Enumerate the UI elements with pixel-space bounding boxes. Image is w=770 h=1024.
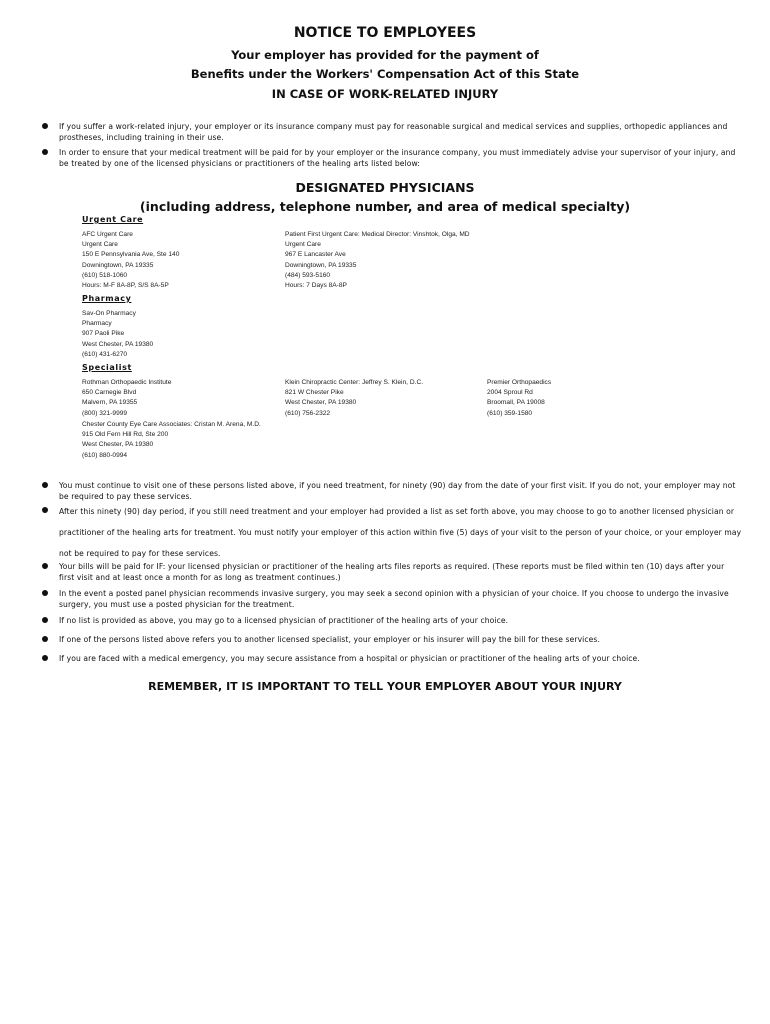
- provider-entry: [82, 309, 153, 360]
- rule-bullet: [42, 561, 742, 583]
- bullet-icon: [42, 507, 48, 513]
- provider-line: Malvern, PA 19355: [82, 399, 138, 407]
- provider-line: Broomall, PA 19008: [487, 399, 545, 407]
- provider-line: (610) 518-1060: [82, 271, 128, 279]
- provider-line: Urgent Care: [82, 241, 118, 249]
- provider-line: 967 E Lancaster Ave: [285, 251, 346, 259]
- provider-line: (610) 359-1580: [487, 409, 533, 417]
- rule-bullet: [42, 634, 742, 645]
- bullet-text: You must continue to visit one of these persons listed above, if you need treatment, for ninety (90) day from the date of your first visit. If you do not, your employer may not be required to pay these services.: [59, 481, 736, 501]
- remember-notice: REMEMBER, IT IS IMPORTANT TO TELL YOUR EMPLOYER ABOUT YOUR INJURY: [148, 680, 622, 693]
- bullet-icon: [42, 482, 48, 488]
- provider-line: Downingtown, PA 19335: [82, 261, 154, 269]
- rule-bullet: [42, 588, 742, 610]
- intro-bullet: [42, 147, 742, 169]
- notice-title: NOTICE TO EMPLOYEES: [293, 25, 477, 41]
- provider-entry: [487, 378, 551, 419]
- provider-line: 821 W Chester Pike: [285, 389, 344, 397]
- bullet-text: In the event a posted panel physician recommends invasive surgery, you may seek a second opinion with a physician of your choice. If you choose to undergo the invasive surgery, you must use a posted physician for the treatment.: [59, 589, 729, 609]
- bullet-icon: [42, 563, 48, 569]
- bullet-text: If one of the persons listed above refers you to another licensed specialist, your employer or his insurer will pay the bill for these services.: [59, 635, 600, 644]
- section-heading-pharmacy: Pharmacy: [82, 294, 132, 303]
- provider-line: Hours: 7 Days 8A-8P: [285, 282, 347, 290]
- provider-line: (484) 593-5160: [285, 271, 331, 279]
- provider-entry: [285, 378, 423, 419]
- section-heading-urgent-care: Urgent Care: [82, 215, 144, 224]
- provider-line: Klein Chiropractic Center: Jeffrey S. Klein, D.C.: [285, 379, 424, 386]
- provider-line: 2004 Sproul Rd: [487, 389, 533, 397]
- rule-bullet: [42, 480, 742, 502]
- rule-bullet: [42, 615, 742, 626]
- provider-line: West Chester, PA 19380: [82, 441, 154, 449]
- provider-line: (610) 756-2322: [285, 409, 331, 417]
- bullet-text: If you suffer a work-related injury, your employer or its insurance company must pay for reasonable surgical and medical services and supplies, orthopedic appliances and prostheses, including training in their use.: [59, 122, 728, 142]
- provider-entry: [82, 378, 171, 419]
- bullet-text: After this ninety (90) day period, if you still need treatment and your employer had provided a list as set forth above, you may choose to go to another licensed physician or practitioner of the healing arts for treatment. You must notify your employer of this action within five (5) days of your visit to the person of your choice, or your employer may not be required to pay for these services.: [59, 507, 742, 558]
- provider-line: Premier Orthopaedics: [487, 379, 552, 386]
- provider-line: (610) 431-6270: [82, 350, 128, 358]
- designated-subtitle: (including address, telephone number, and area of medical specialty): [139, 199, 631, 214]
- provider-line: Downingtown, PA 19335: [285, 261, 357, 269]
- header-line-3: IN CASE OF WORK-RELATED INJURY: [271, 87, 499, 101]
- provider-line: West Chester, PA 19380: [285, 399, 357, 407]
- bullet-text: In order to ensure that your medical treatment will be paid for by your employer or the insurance company, you must immediately advise your supervisor of your injury, and be treated by one of the licensed physicians or practitioners of the healing arts listed below:: [59, 148, 736, 168]
- provider-line: Urgent Care: [285, 241, 321, 249]
- provider-entry: [82, 230, 179, 291]
- provider-line: Hours: M-F 8A-8P, S/S 8A-5P: [82, 282, 169, 290]
- bullet-text: If no list is provided as above, you may go to a licensed physician of practitioner of the healing arts of your choice.: [59, 616, 509, 625]
- bullet-icon: [42, 590, 48, 596]
- provider-entry: [285, 230, 470, 291]
- provider-line: 907 Paoli Pike: [82, 330, 125, 338]
- rule-bullet: [42, 501, 742, 564]
- provider-line: AFC Urgent Care: [82, 231, 133, 238]
- bullet-icon: [42, 617, 48, 623]
- bullet-icon: [42, 123, 48, 129]
- provider-line: 150 E Pennsylvania Ave, Ste 140: [82, 251, 180, 259]
- provider-line: West Chester, PA 19380: [82, 340, 154, 348]
- provider-line: Patient First Urgent Care: Medical Director: Vinshtok, Olga, MD: [285, 231, 470, 238]
- bullet-icon: [42, 149, 48, 155]
- intro-bullet: [42, 121, 742, 143]
- bullet-text: Your bills will be paid for IF: your licensed physician or practitioner of the healing arts files reports as required. (These reports must be filed within ten (10) days after your first visit and at least once a month for as long as treatment continues.): [59, 562, 725, 582]
- provider-line: (610) 880-0994: [82, 451, 128, 459]
- provider-line: Rothman Orthopaedic Institute: [82, 379, 172, 386]
- designated-title: DESIGNATED PHYSICIANS: [295, 180, 475, 195]
- provider-line: 915 Old Fern Hill Rd, Ste 200: [82, 431, 169, 439]
- provider-line: (800) 321-9999: [82, 409, 128, 417]
- provider-line: 650 Carnegie Blvd: [82, 389, 137, 397]
- rule-bullet: [42, 653, 742, 664]
- provider-entry: [82, 420, 261, 461]
- bullet-icon: [42, 655, 48, 661]
- section-heading-specialist: Specialist: [82, 363, 132, 372]
- bullet-icon: [42, 636, 48, 642]
- header-line-2: Benefits under the Workers' Compensation Act of this State: [190, 67, 580, 81]
- provider-line: Pharmacy: [82, 320, 112, 328]
- header-line-1: Your employer has provided for the payment of: [231, 48, 539, 62]
- provider-line: Sav-On Pharmacy: [82, 310, 136, 317]
- bullet-text: If you are faced with a medical emergency, you may secure assistance from a hospital or physician or practitioner of the healing arts of your choice.: [59, 654, 640, 663]
- provider-line: Chester County Eye Care Associates: Cristan M. Arena, M.D.: [82, 421, 261, 428]
